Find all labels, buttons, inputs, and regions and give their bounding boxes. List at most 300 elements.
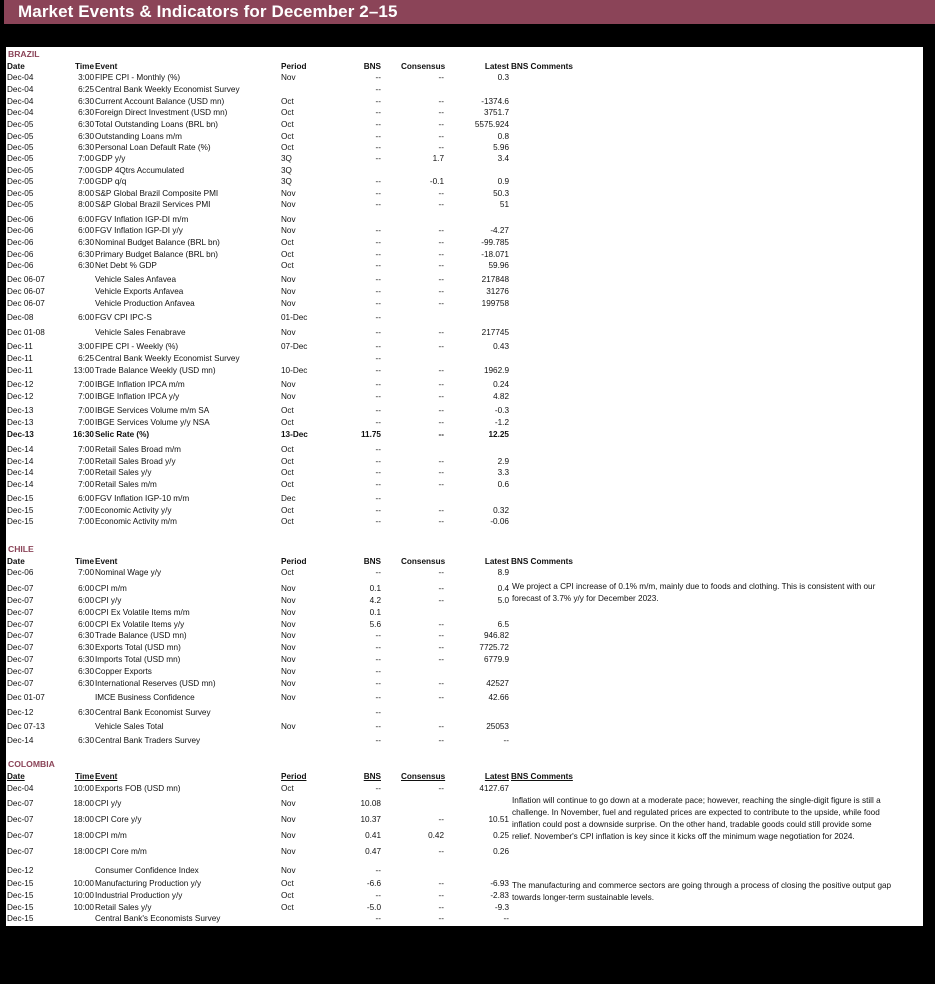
latest-cell: 5.96	[493, 143, 509, 152]
consensus-cell: --	[438, 430, 444, 439]
consensus-cell: --	[438, 655, 444, 664]
bns-cell: --	[375, 914, 381, 923]
event-cell: Foreign Direct Investment (USD mn)	[95, 108, 228, 117]
event-cell: Industrial Production y/y	[95, 891, 183, 900]
latest-cell: 946.82	[483, 631, 509, 640]
event-cell: CPI Ex Volatile Items m/m	[95, 608, 190, 617]
latest-cell: 0.24	[493, 380, 509, 389]
consensus-cell: --	[438, 568, 444, 577]
period-cell: Oct	[281, 97, 294, 106]
period-cell: Nov	[281, 584, 296, 593]
event-cell: Imports Total (USD mn)	[95, 655, 181, 664]
event-cell: Retail Sales m/m	[95, 480, 157, 489]
date-cell: Dec-04	[7, 97, 34, 106]
event-cell: Retail Sales Broad m/m	[95, 445, 182, 454]
date-cell: Dec-15	[7, 891, 34, 900]
date-cell: Dec-12	[7, 392, 34, 401]
date-cell: Dec-14	[7, 457, 34, 466]
latest-cell: --	[503, 914, 509, 923]
event-cell: CPI Core m/m	[95, 847, 147, 856]
date-cell: Dec-07	[7, 679, 34, 688]
table-row	[6, 692, 923, 703]
time-cell: 6:30	[78, 238, 94, 247]
column-header-comment: BNS Comments	[511, 557, 573, 566]
time-cell: 7:00	[78, 457, 94, 466]
consensus-cell: --	[438, 584, 444, 593]
consensus-cell: --	[438, 847, 444, 856]
bns-cell: --	[375, 120, 381, 129]
bns-cell: --	[375, 313, 381, 322]
latest-cell: 31276	[486, 287, 509, 296]
event-cell: Current Account Balance (USD mn)	[95, 97, 225, 106]
consensus-cell: --	[438, 380, 444, 389]
latest-cell: 0.3	[497, 73, 509, 82]
time-cell: 7:00	[78, 166, 94, 175]
table-row	[6, 721, 923, 732]
column-header-bns: BNS	[363, 772, 381, 781]
title-bar	[4, 0, 935, 24]
latest-cell: 59.96	[488, 261, 509, 270]
period-cell: Oct	[281, 120, 294, 129]
table-row	[6, 654, 923, 665]
consensus-cell: --	[438, 238, 444, 247]
period-cell: Nov	[281, 799, 296, 808]
latest-cell: 10.51	[488, 815, 509, 824]
time-cell: 3:00	[78, 342, 94, 351]
section-title-brazil: BRAZIL	[8, 49, 40, 59]
table-row	[6, 176, 923, 187]
date-cell: Dec 01-07	[7, 693, 45, 702]
time-cell: 6:30	[78, 261, 94, 270]
table-row	[6, 735, 923, 746]
bns-comment-line: We project a CPI increase of 0.1% m/m, mainly due to foods and clothing. This is consistent with our	[512, 582, 876, 591]
date-cell: Dec-13	[7, 406, 34, 415]
time-cell: 6:00	[78, 313, 94, 322]
table-row	[6, 249, 923, 260]
table-row	[6, 846, 923, 857]
time-cell: 6:30	[78, 108, 94, 117]
date-cell: Dec-05	[7, 154, 34, 163]
time-cell: 10:00	[73, 879, 94, 888]
period-cell: Nov	[281, 189, 296, 198]
time-cell: 6:25	[78, 85, 94, 94]
consensus-cell: --	[438, 299, 444, 308]
event-cell: Trade Balance Weekly (USD mn)	[95, 366, 216, 375]
column-header-consensus: Consensus	[401, 62, 446, 71]
consensus-cell: --	[438, 879, 444, 888]
bns-cell: 0.41	[365, 831, 381, 840]
event-cell: CPI m/m	[95, 584, 127, 593]
date-cell: Dec-14	[7, 445, 34, 454]
consensus-cell: 1.7	[432, 154, 444, 163]
date-cell: Dec-06	[7, 215, 34, 224]
bns-cell: -5.0	[366, 903, 381, 912]
latest-cell: 5.0	[497, 596, 509, 605]
table-row	[6, 607, 923, 618]
latest-cell: -2.83	[490, 891, 509, 900]
bns-cell: --	[375, 631, 381, 640]
table-row	[6, 783, 923, 794]
table-row	[6, 417, 923, 428]
bns-cell: --	[375, 568, 381, 577]
section-title-colombia: COLOMBIA	[8, 759, 55, 769]
time-cell: 7:00	[78, 517, 94, 526]
bns-comment-line: towards longer-term sustainable levels.	[512, 893, 654, 902]
column-header-consensus: Consensus	[401, 772, 446, 781]
period-cell: Nov	[281, 643, 296, 652]
table-row	[6, 214, 923, 225]
time-cell: 6:30	[78, 708, 94, 717]
table-header-colombia	[6, 771, 923, 782]
bns-cell: --	[375, 354, 381, 363]
bns-cell: --	[375, 418, 381, 427]
bns-cell: --	[375, 189, 381, 198]
period-cell: Nov	[281, 287, 296, 296]
table-row	[6, 84, 923, 95]
event-cell: IMCE Business Confidence	[95, 693, 195, 702]
table-row	[6, 567, 923, 578]
consensus-cell: --	[438, 914, 444, 923]
bns-comment-line: relief. November's CPI inflation is key since it kicks off the minimum wage negotiation for 2024.	[512, 832, 855, 841]
period-cell: 07-Dec	[281, 342, 308, 351]
time-cell: 7:00	[78, 506, 94, 515]
event-cell: Copper Exports	[95, 667, 152, 676]
bns-cell: --	[375, 342, 381, 351]
period-cell: Nov	[281, 655, 296, 664]
section-title-chile: CHILE	[8, 544, 34, 554]
bns-cell: --	[375, 643, 381, 652]
column-header-bns: BNS	[363, 557, 381, 566]
table-row	[6, 153, 923, 164]
latest-cell: 2.9	[497, 457, 509, 466]
period-cell: Nov	[281, 679, 296, 688]
time-cell: 6:00	[78, 608, 94, 617]
consensus-cell: --	[438, 693, 444, 702]
bns-cell: --	[375, 108, 381, 117]
date-cell: Dec-05	[7, 189, 34, 198]
event-cell: GDP y/y	[95, 154, 126, 163]
event-cell: Selic Rate (%)	[95, 430, 150, 439]
bns-cell: --	[375, 299, 381, 308]
table-row	[6, 642, 923, 653]
date-cell: Dec-12	[7, 380, 34, 389]
time-cell: 7:00	[78, 177, 94, 186]
latest-cell: 0.8	[497, 132, 509, 141]
latest-cell: 199758	[481, 299, 509, 308]
bns-comment-block	[512, 581, 922, 605]
column-header-time: Time	[75, 557, 94, 566]
date-cell: Dec-14	[7, 480, 34, 489]
date-cell: Dec-05	[7, 143, 34, 152]
period-cell: Nov	[281, 866, 296, 875]
latest-cell: 7725.72	[479, 643, 509, 652]
event-cell: Central Bank Weekly Economist Survey	[95, 85, 240, 94]
date-cell: Dec-05	[7, 132, 34, 141]
period-cell: Nov	[281, 215, 296, 224]
period-cell: Oct	[281, 879, 294, 888]
bns-cell: --	[375, 73, 381, 82]
event-cell: Total Outstanding Loans (BRL bn)	[95, 120, 219, 129]
date-cell: Dec 06-07	[7, 287, 45, 296]
latest-cell: 5575.924	[474, 120, 509, 129]
date-cell: Dec-06	[7, 250, 34, 259]
event-cell: Central Bank Economist Survey	[95, 708, 211, 717]
period-cell: 10-Dec	[281, 366, 308, 375]
consensus-cell: --	[438, 480, 444, 489]
event-cell: Central Bank Traders Survey	[95, 736, 201, 745]
date-cell: Dec-13	[7, 418, 34, 427]
table-row	[6, 119, 923, 130]
consensus-cell: --	[438, 784, 444, 793]
bns-cell: 5.6	[369, 620, 381, 629]
column-header-event: Event	[95, 772, 118, 781]
event-cell: Vehicle Production Anfavea	[95, 299, 195, 308]
date-cell: Dec-04	[7, 108, 34, 117]
table-row	[6, 260, 923, 271]
latest-cell: 12.25	[488, 430, 509, 439]
date-cell: Dec-05	[7, 177, 34, 186]
date-cell: Dec-07	[7, 831, 34, 840]
table-row	[6, 199, 923, 210]
table-row	[6, 188, 923, 199]
date-cell: Dec-11	[7, 354, 33, 363]
latest-cell: 1962.9	[483, 366, 509, 375]
date-cell: Dec-07	[7, 596, 34, 605]
event-cell: Retail Sales y/y	[95, 468, 152, 477]
period-cell: Nov	[281, 200, 296, 209]
table-row	[6, 467, 923, 478]
latest-cell: 0.6	[497, 480, 509, 489]
date-cell: Dec 06-07	[7, 299, 45, 308]
period-cell: Nov	[281, 620, 296, 629]
period-cell: Oct	[281, 238, 294, 247]
date-cell: Dec-07	[7, 655, 34, 664]
column-header-date: Date	[7, 772, 25, 781]
latest-cell: -9.3	[494, 903, 509, 912]
consensus-cell: --	[438, 226, 444, 235]
latest-cell: -1374.6	[481, 97, 509, 106]
latest-cell: -6.93	[490, 879, 509, 888]
time-cell: 6:00	[78, 226, 94, 235]
bns-comment-line: inflation could post a downside surprise. On the other hand, tradable goods could still provide some	[512, 820, 872, 829]
date-cell: Dec-05	[7, 120, 34, 129]
bns-cell: -6.6	[366, 879, 381, 888]
column-header-consensus: Consensus	[401, 557, 446, 566]
event-cell: International Reserves (USD mn)	[95, 679, 216, 688]
time-cell: 7:00	[78, 418, 94, 427]
date-cell: Dec-05	[7, 166, 34, 175]
period-cell: Nov	[281, 631, 296, 640]
period-cell: Oct	[281, 506, 294, 515]
bns-cell: 10.08	[360, 799, 381, 808]
consensus-cell: --	[438, 366, 444, 375]
date-cell: Dec-08	[7, 313, 34, 322]
table-row	[6, 456, 923, 467]
time-cell: 18:00	[73, 799, 94, 808]
date-cell: Dec-05	[7, 200, 34, 209]
period-cell: Nov	[281, 608, 296, 617]
bns-comment-block	[512, 795, 922, 843]
table-row	[6, 107, 923, 118]
consensus-cell: --	[438, 517, 444, 526]
date-cell: Dec-04	[7, 73, 34, 82]
event-cell: Vehicle Sales Anfavea	[95, 275, 177, 284]
event-cell: S&P Global Brazil Services PMI	[95, 200, 211, 209]
period-cell: Oct	[281, 517, 294, 526]
period-cell: Oct	[281, 568, 294, 577]
consensus-cell: --	[438, 815, 444, 824]
table-header-chile	[6, 556, 923, 567]
date-cell: Dec-13	[7, 430, 34, 439]
latest-cell: 0.4	[497, 584, 509, 593]
event-cell: Central Bank Weekly Economist Survey	[95, 354, 240, 363]
bns-cell: --	[375, 693, 381, 702]
period-cell: Oct	[281, 468, 294, 477]
table-row	[6, 274, 923, 285]
latest-cell: 42.66	[488, 693, 509, 702]
latest-cell: 51	[499, 200, 509, 209]
consensus-cell: --	[438, 392, 444, 401]
date-cell: Dec-06	[7, 238, 34, 247]
time-cell: 13:00	[73, 366, 94, 375]
table-row	[6, 444, 923, 455]
event-cell: Central Bank's Economists Survey	[95, 914, 221, 923]
bns-cell: --	[375, 238, 381, 247]
bns-cell: --	[375, 154, 381, 163]
bns-comment-block	[512, 880, 922, 904]
consensus-cell: --	[438, 679, 444, 688]
time-cell: 6:00	[78, 494, 94, 503]
table-row	[6, 341, 923, 352]
event-cell: FIPE CPI - Weekly (%)	[95, 342, 179, 351]
column-header-event: Event	[95, 62, 118, 71]
bns-cell: --	[375, 250, 381, 259]
consensus-cell: --	[438, 143, 444, 152]
date-cell: Dec-07	[7, 631, 34, 640]
bns-cell: --	[375, 784, 381, 793]
period-cell: Nov	[281, 596, 296, 605]
bns-cell: --	[375, 143, 381, 152]
latest-cell: -99.785	[481, 238, 509, 247]
date-cell: Dec-04	[7, 784, 34, 793]
period-cell: Nov	[281, 299, 296, 308]
period-cell: Nov	[281, 847, 296, 856]
table-row	[6, 365, 923, 376]
time-cell: 18:00	[73, 831, 94, 840]
latest-cell: 25053	[486, 722, 509, 731]
date-cell: Dec-07	[7, 608, 34, 617]
time-cell: 18:00	[73, 847, 94, 856]
consensus-cell: --	[438, 120, 444, 129]
column-header-date: Date	[7, 557, 25, 566]
bns-cell: --	[375, 506, 381, 515]
event-cell: Vehicle Exports Anfavea	[95, 287, 184, 296]
bns-cell: --	[375, 494, 381, 503]
time-cell: 10:00	[73, 903, 94, 912]
bns-comment-line: forecast of 3.7% y/y for December 2023.	[512, 594, 659, 603]
bns-cell: --	[375, 406, 381, 415]
table-row	[6, 131, 923, 142]
latest-cell: 217848	[481, 275, 509, 284]
period-cell: Oct	[281, 406, 294, 415]
period-cell: Nov	[281, 392, 296, 401]
consensus-cell: --	[438, 189, 444, 198]
event-cell: Retail Sales Broad y/y	[95, 457, 176, 466]
column-header-bns: BNS	[363, 62, 381, 71]
consensus-cell: -0.1	[429, 177, 444, 186]
latest-cell: --	[503, 736, 509, 745]
event-cell: Net Debt % GDP	[95, 261, 157, 270]
event-cell: Consumer Confidence Index	[95, 866, 199, 875]
column-header-period: Period	[281, 772, 307, 781]
bns-cell: 0.47	[365, 847, 381, 856]
time-cell: 7:00	[78, 568, 94, 577]
consensus-cell: --	[438, 468, 444, 477]
consensus-cell: --	[438, 108, 444, 117]
time-cell: 6:30	[78, 631, 94, 640]
bns-cell: --	[375, 380, 381, 389]
time-cell: 6:00	[78, 584, 94, 593]
bns-cell: --	[375, 177, 381, 186]
event-cell: CPI y/y	[95, 596, 122, 605]
latest-cell: 8.9	[497, 568, 509, 577]
date-cell: Dec 06-07	[7, 275, 45, 284]
latest-cell: 4127.67	[479, 784, 509, 793]
table-row	[6, 391, 923, 402]
date-cell: Dec-15	[7, 914, 34, 923]
page-title: Market Events & Indicators for December 2–15	[18, 2, 398, 21]
date-cell: Dec-11	[7, 342, 33, 351]
time-cell: 8:00	[78, 200, 94, 209]
latest-cell: -1.2	[494, 418, 509, 427]
period-cell: Nov	[281, 380, 296, 389]
bns-cell: --	[375, 667, 381, 676]
period-cell: 3Q	[281, 154, 292, 163]
date-cell: Dec-15	[7, 879, 34, 888]
column-header-comment: BNS Comments	[511, 62, 573, 71]
table-row	[6, 865, 923, 876]
bns-cell: --	[375, 722, 381, 731]
time-cell: 3:00	[78, 73, 94, 82]
time-cell: 7:00	[78, 480, 94, 489]
column-header-date: Date	[7, 62, 25, 71]
time-cell: 6:00	[78, 596, 94, 605]
latest-cell: -0.3	[494, 406, 509, 415]
period-cell: Oct	[281, 457, 294, 466]
period-cell: Nov	[281, 693, 296, 702]
consensus-cell: --	[438, 457, 444, 466]
date-cell: Dec-07	[7, 815, 34, 824]
consensus-cell: --	[438, 287, 444, 296]
bns-cell: --	[375, 655, 381, 664]
table-header-brazil	[6, 61, 923, 72]
bns-cell: --	[375, 392, 381, 401]
consensus-cell: --	[438, 342, 444, 351]
period-cell: Oct	[281, 480, 294, 489]
time-cell: 16:30	[73, 430, 94, 439]
consensus-cell: --	[438, 631, 444, 640]
consensus-cell: --	[438, 506, 444, 515]
date-cell: Dec-15	[7, 506, 34, 515]
event-cell: CPI m/m	[95, 831, 127, 840]
table-row	[6, 913, 923, 924]
date-cell: Dec-12	[7, 708, 34, 717]
bns-cell: 0.1	[369, 584, 381, 593]
event-cell: Nominal Budget Balance (BRL bn)	[95, 238, 220, 247]
time-cell: 6:30	[78, 667, 94, 676]
period-cell: Oct	[281, 445, 294, 454]
period-cell: Oct	[281, 108, 294, 117]
